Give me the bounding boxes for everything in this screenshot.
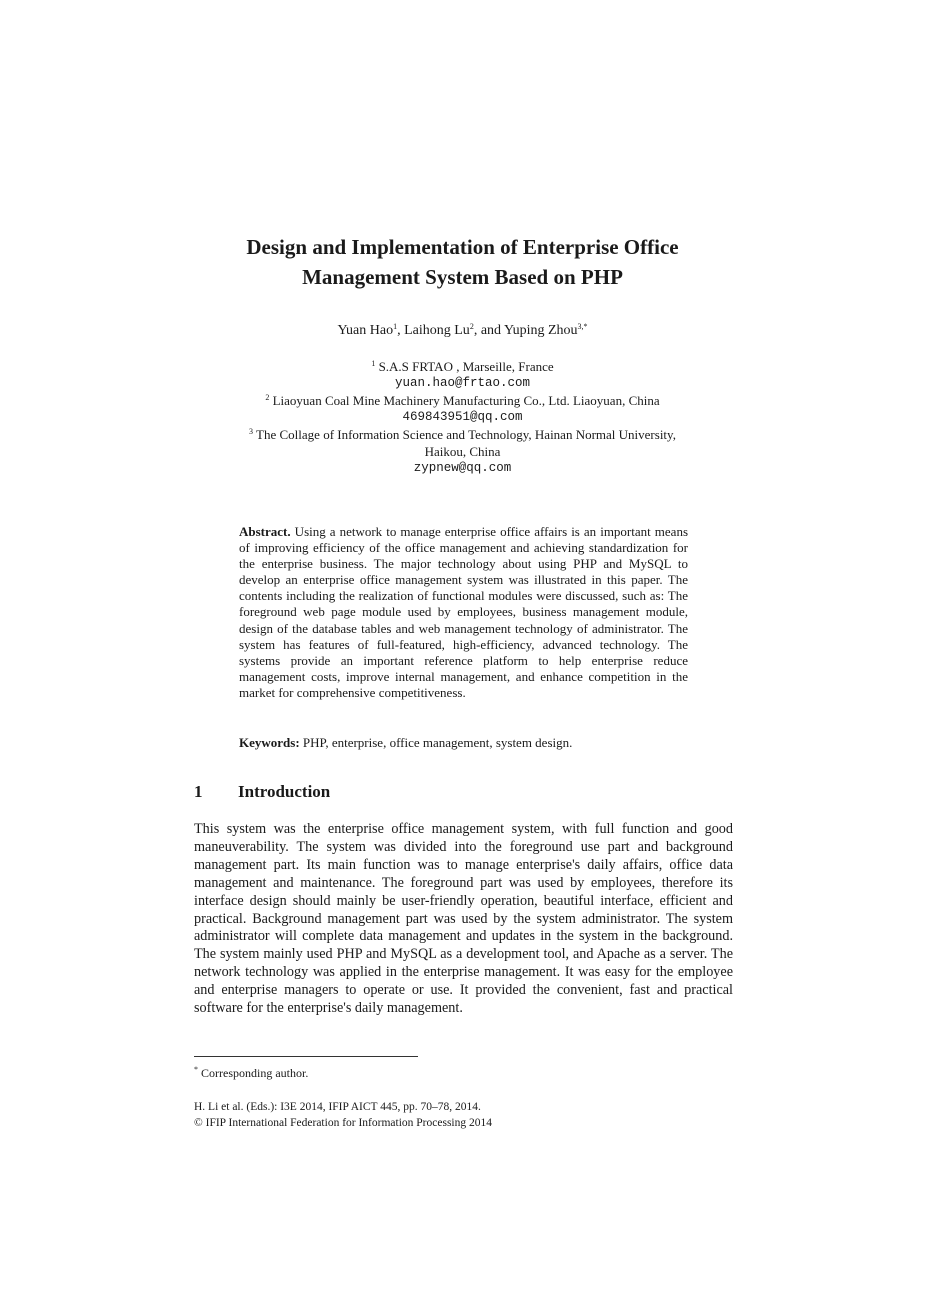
affiliation-2	[0, 392, 925, 409]
affiliation-mark: 2	[265, 393, 270, 402]
footnote-divider	[194, 1056, 418, 1057]
affiliation-email[interactable]: 469843951@qq.com	[402, 410, 523, 424]
keywords-text: PHP, enterprise, office management, system design.	[299, 735, 573, 750]
citation-block	[194, 1099, 492, 1131]
section-title: Introduction	[238, 782, 331, 801]
affiliation-3	[0, 426, 925, 443]
abstract-label: Abstract.	[239, 524, 291, 539]
paper-title-line-1: Design and Implementation of Enterprise Office	[246, 235, 679, 259]
copyright-line: © IFIP International Federation for Information Processing 2014	[194, 1117, 492, 1129]
footnote	[194, 1065, 308, 1081]
section-number: 1	[194, 782, 203, 801]
author-name: Yuan Hao	[337, 323, 394, 338]
affiliation-1	[0, 358, 925, 375]
author-separator: ,	[397, 323, 405, 338]
affiliation-text: S.A.S FRTAO , Marseille, France	[375, 359, 554, 374]
affiliation-mark: 3	[249, 427, 254, 436]
paper-title	[0, 232, 925, 292]
section-heading	[194, 781, 330, 803]
affiliation-text: The Collage of Information Science and Technology, Hainan Normal University,	[253, 427, 676, 442]
affiliation-email[interactable]: yuan.hao@frtao.com	[394, 376, 531, 390]
footnote-mark: *	[194, 1065, 198, 1074]
paper-title-line-2: Management System Based on PHP	[302, 265, 623, 289]
introduction-body: This system was the enterprise office management system, with full function and good maneuverability. The system was divided into the foreground use part and background management part. Its main function was to manage enterprise's daily affairs, office data management and maintenance. The foreground part was used by employees, therefore its interface design should mainly be user-friendly operation, beautiful interface, efficient and practical. Background management part was used by the system administrator. The system administrator will complete data management and updates in the system in the background. The system mainly used PHP and MySQL as a development tool, and Apache as a server. The network technology was applied in the enterprise management. It was easy for the employee and enterprise managers to operate or use. It provided the convenient, fast and practical software for the enterprise's daily management.	[194, 821, 733, 1017]
abstract-text: Using a network to manage enterprise office affairs is an important means of improving efficiency of the office management and achieving standardization for the enterprise business. The major technology about using PHP and MySQL to develop an enterprise office management system was illustrated in this paper. The contents including the realization of functional modules were discussed, such as: The foreground web page module used by employees, business management module, design of the database tables and web management technology of administrator. The system has features of full-featured, high-efficiency, advanced technology. The systems provide an important reference platform to help enterprise reduce management costs, improve internal management, and enhance competition in the market for comprehensive competitiveness.	[239, 524, 688, 700]
footnote-text: Corresponding author.	[198, 1066, 309, 1080]
affiliation-text: Liaoyuan Coal Mine Machinery Manufacturing Co., Ltd. Liaoyuan, China	[269, 393, 660, 408]
author-separator: , and	[473, 323, 505, 338]
author-mark: 3,*	[577, 322, 588, 331]
abstract	[239, 524, 688, 701]
author-name: Laihong Lu	[404, 323, 470, 338]
affiliation-email[interactable]: zypnew@qq.com	[413, 461, 512, 475]
author-mark: 1	[393, 322, 398, 331]
affiliation-mark: 1	[371, 359, 376, 368]
author-mark: 2	[469, 322, 474, 331]
keywords-label: Keywords:	[239, 735, 300, 750]
author-name: Yuping Zhou	[504, 323, 578, 338]
affiliation-block	[0, 358, 925, 477]
keywords	[239, 735, 688, 751]
author-list	[0, 322, 925, 340]
citation-line-1: H. Li et al. (Eds.): I3E 2014, IFIP AICT 445, pp. 70–78, 2014.	[194, 1101, 481, 1113]
affiliation-text-continued: Haikou, China	[424, 444, 501, 459]
